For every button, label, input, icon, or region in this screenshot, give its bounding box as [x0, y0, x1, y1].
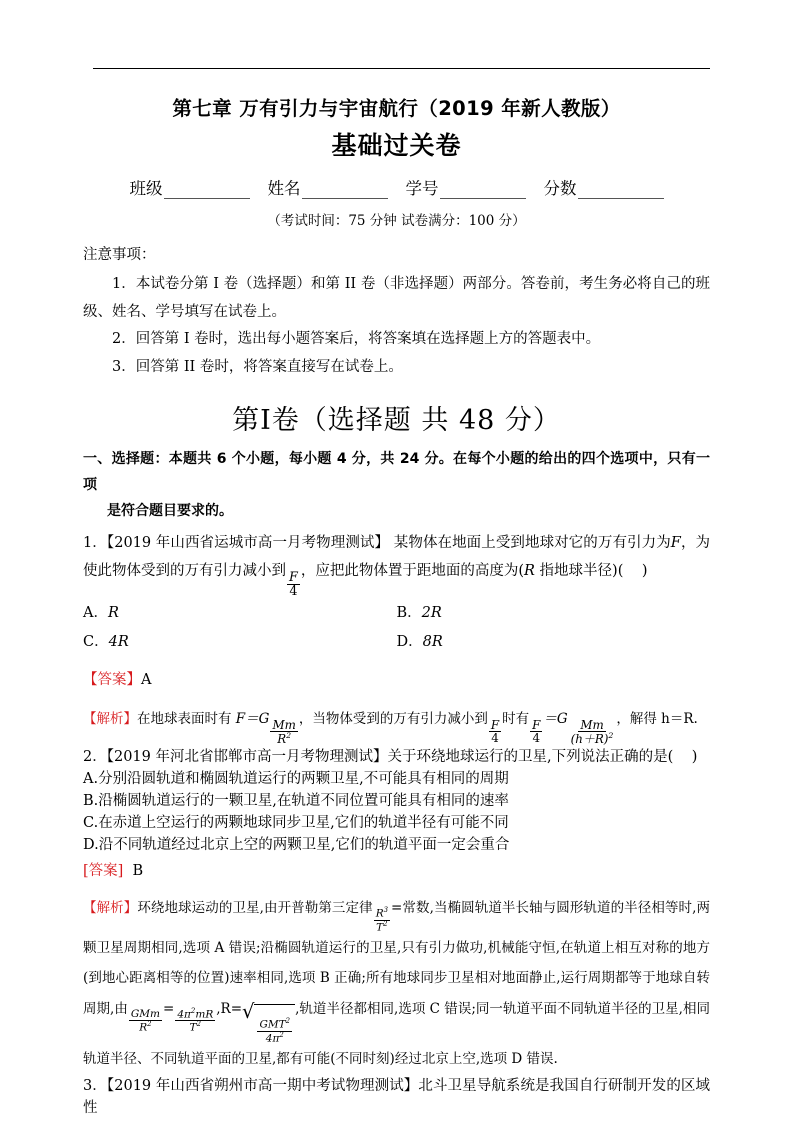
- question-1-analysis-t3: 时有: [502, 711, 530, 728]
- question-1-analysis-frac-a: $\frac{F}{4}$: [490, 717, 500, 746]
- question-1-var-F: F: [670, 534, 681, 551]
- question-1-stem-5: ): [641, 563, 648, 580]
- question-2-analysis-t2: =常数,当椭圆轨道半长轴与圆形轨道的半径相等时,两颗卫星周期相同,选项 A 错误;沿椭圆轨道运行的卫星,只有引力做功,机械能守恒,在轨道上相互对称的地方(到地心距离相等的位置)速率相同,选项 B 正确;所有地球同步卫星相对地面静止,运行周期都等于地球自转周期,由: [83, 900, 710, 1017]
- part-one-heading: 第Ⅰ卷（选择题 共 48 分）: [232, 405, 561, 437]
- option-1-C-value: 4R: [108, 633, 129, 650]
- question-1-options-row-1: [83, 599, 710, 628]
- section-text: 本题共 6 个小题，每小题 4 分，共 24 分。在每个小题的给出的四个选项中，只有一项: [83, 451, 710, 494]
- score-label: 分数: [543, 178, 577, 198]
- option-2-D-key: D.: [83, 836, 99, 853]
- option-2-A-text: 分别沿圆轨道和椭圆轨道运行的两颗卫星,不可能具有相同的周期: [98, 770, 509, 787]
- question-1-analysis-frac-b: $\frac{F}{4}$: [532, 717, 541, 746]
- option-2-A-key: A.: [83, 770, 99, 787]
- notice-heading: 注意事项：: [83, 246, 156, 263]
- question-2-analysis-t3: ,R=: [216, 1000, 243, 1017]
- question-1-analysis-t4: ＝G: [543, 711, 568, 728]
- question-2-kepler-fraction: $\frac{R^3}{T^2}$: [375, 906, 389, 934]
- option-2-B-key: B.: [83, 792, 99, 809]
- question-2-analysis: [83, 893, 710, 1074]
- question-1-analysis-t5: ，解得 h＝R.: [616, 711, 698, 728]
- student-id-label: 学号: [405, 178, 439, 198]
- section-label: 一、选择题：: [83, 451, 169, 468]
- question-3-number: 3．: [83, 1077, 107, 1094]
- question-1-stem-2: ，为使此物体受到的万有引力减小到: [83, 534, 711, 580]
- question-1-analysis-marker: 【解析】: [83, 711, 137, 728]
- class-field[interactable]: [130, 175, 250, 199]
- notice-item-3: 3．回答第 II 卷时，将答案直接写在试卷上。: [112, 359, 403, 376]
- question-2: [83, 746, 710, 768]
- question-1-source: 【2019 年山西省运城市高一月考物理测试】: [106, 534, 390, 551]
- question-3-source: 【2019 年山西省朔州市高一期中考试物理测试】: [106, 1077, 419, 1094]
- option-1-C[interactable]: [83, 628, 397, 657]
- notice-item-2: 2．回答第 I 卷时，选出每小题答案后，将答案填在选择题上方的答题表中。: [112, 331, 601, 348]
- option-1-D-key: D．: [396, 633, 423, 650]
- option-2-C[interactable]: [83, 812, 710, 834]
- question-2-analysis-t4: ,轨道半径都相同,选项 C 错误;同一轨道平面不同轨道半径的卫星,相同轨道半径、不同轨道平面的卫星,都有可能(不同时刻)经过北京上空,选项 D 错误.: [83, 1000, 710, 1068]
- question-2-sqrt-expression: [242, 999, 295, 1045]
- header-rule: [93, 68, 710, 69]
- option-1-D-value: 8R: [422, 633, 443, 650]
- section-intro: [83, 447, 710, 525]
- question-1-var-R: R: [524, 563, 535, 580]
- name-field[interactable]: [268, 175, 388, 199]
- option-2-C-key: C.: [83, 814, 99, 831]
- score-field[interactable]: [544, 175, 664, 199]
- option-2-D-text: 沿不同轨道经过北京上空的两颗卫星,它们的轨道平面一定会重合: [98, 836, 510, 853]
- class-label: 班级: [129, 178, 163, 198]
- student-info-row: [83, 175, 710, 199]
- option-1-A-key: A．: [83, 604, 108, 621]
- question-2-analysis-marker: 【解析】: [83, 900, 138, 917]
- section-text-cont: 是符合题目要求的。: [107, 502, 233, 519]
- option-1-C-key: C．: [83, 633, 109, 650]
- question-2-analysis-t1: 环绕地球运动的卫星,由开普勒第三定律: [137, 900, 373, 917]
- notice-item-1: 1．本试卷分第 I 卷（选择题）和第 II 卷（非选择题）两部分。答卷前，考生务必将自己的班级、姓名、学号填写在试卷上。: [83, 275, 710, 320]
- name-blank[interactable]: [302, 183, 388, 199]
- question-1-stem-4: 指地球半径)(: [534, 563, 624, 580]
- radical-icon: √: [242, 999, 255, 1023]
- question-1-formula-2-fraction: $\frac{Mm}{(h+R)^2}$: [570, 717, 614, 747]
- question-2-answer-marker: [答案]: [83, 862, 124, 879]
- option-2-B-text: 沿椭圆轨道运行的一颗卫星,在轨道不同位置可能具有相同的速率: [98, 792, 509, 809]
- option-1-B-value: 2R: [421, 604, 442, 621]
- question-1-analysis: [83, 704, 710, 745]
- question-1-number: 1．: [83, 534, 107, 551]
- question-1-answer-line: [83, 667, 710, 695]
- question-2-stem-end: ): [691, 748, 698, 765]
- question-2-analysis-equals: =: [163, 1000, 175, 1017]
- question-1-analysis-t1: 在地球表面时有: [137, 711, 236, 728]
- question-1-answer-value: A: [141, 671, 152, 688]
- question-2-number: 2．: [83, 748, 107, 765]
- name-label: 姓名: [267, 178, 301, 198]
- question-2-stem: 关于环绕地球运行的卫星,下列说法正确的是(: [387, 748, 674, 765]
- question-1-stem-3: ，应把此物体置于距地面的高度为(: [300, 563, 525, 580]
- page-subtitle: 基础过关卷: [331, 131, 462, 161]
- class-blank[interactable]: [164, 183, 250, 199]
- student-id-field[interactable]: [406, 175, 526, 199]
- exam-meta: （考试时间：75 分钟 试卷满分：100 分）: [267, 212, 526, 229]
- question-2-gravity-fraction-lhs: $\frac{\text{GMm}}{R^2}$: [130, 1008, 160, 1034]
- score-blank[interactable]: [578, 183, 664, 199]
- option-1-D[interactable]: [397, 628, 711, 657]
- option-1-B-key: B．: [396, 604, 422, 621]
- option-2-B[interactable]: [83, 790, 710, 812]
- question-1-stem-1: 某物体在地面上受到地球对它的万有引力为: [393, 534, 671, 551]
- question-2-source: 【2019 年河北省邯郸市高一月考物理测试】: [106, 748, 388, 765]
- option-2-A[interactable]: [83, 768, 710, 790]
- question-1-answer-marker: 【答案】: [83, 671, 141, 688]
- question-1: [83, 529, 710, 599]
- question-2-answer-line: [83, 858, 710, 886]
- option-1-A[interactable]: [83, 599, 397, 628]
- option-1-A-value: R: [107, 604, 119, 621]
- option-2-D[interactable]: [83, 834, 710, 856]
- question-2-answer-value: B: [132, 862, 144, 879]
- question-1-formula-1-fraction: $\frac{Mm}{R^2}$: [272, 717, 296, 747]
- question-2-sqrt-fraction: $\frac{GMT^2}{4\pi^2}$: [259, 1017, 291, 1045]
- question-1-formula-1-lhs: F＝G: [235, 711, 270, 728]
- option-2-C-text: 在赤道上空运行的两颗地球同步卫星,它们的轨道半径有可能不同: [98, 814, 509, 831]
- option-1-B[interactable]: [397, 599, 711, 628]
- question-2-gravity-fraction-rhs: $\frac{4\pi^2mR}{T^2}$: [177, 1006, 214, 1034]
- question-1-options-row-2: [83, 628, 710, 657]
- student-id-blank[interactable]: [440, 183, 526, 199]
- question-1-analysis-t2: ，当物体受到的万有引力减小到: [298, 711, 488, 728]
- page-title: 第七章 万有引力与宇宙航行（2019 年新人教版）: [172, 97, 621, 120]
- question-1-fraction-F-over-4: $\frac{F}{4}$: [289, 570, 298, 600]
- page-content: [83, 0, 710, 1119]
- question-3: [83, 1075, 710, 1119]
- question-3-stem: 北斗卫星导航系统是我国自行研制开发的区域性: [83, 1077, 710, 1116]
